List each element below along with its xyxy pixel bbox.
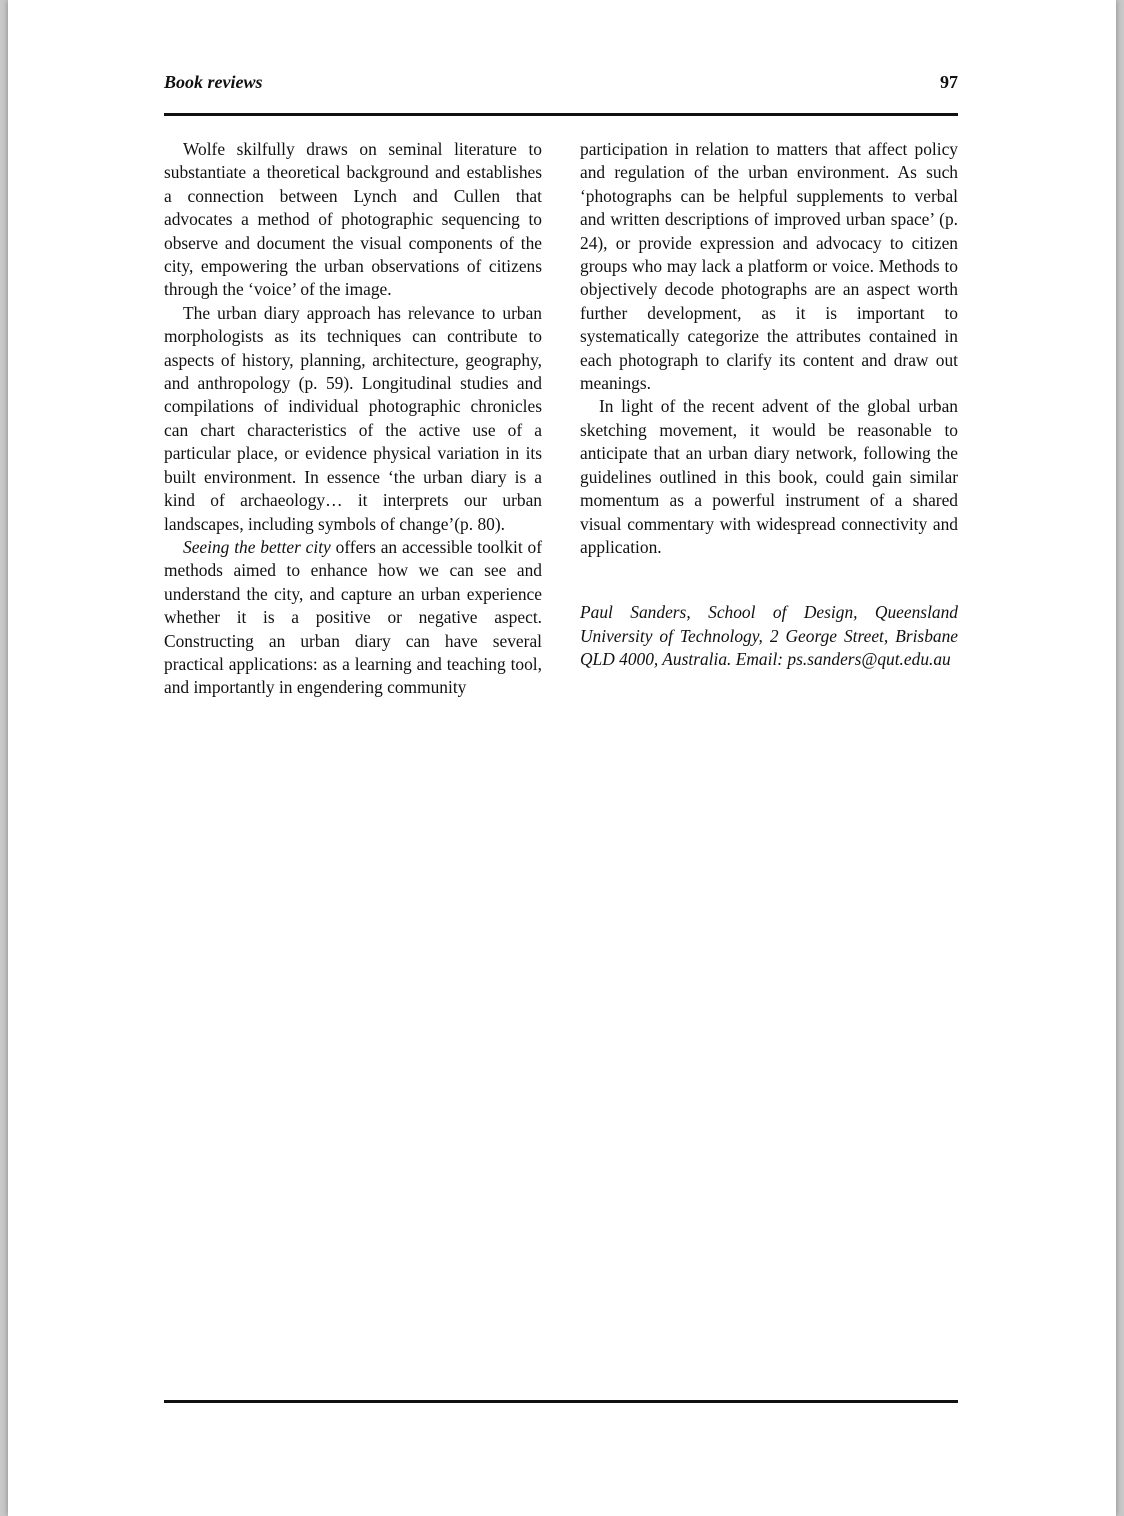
right-paragraph-1: participation in relation to matters that affect policy and regulation of the urban environment. As such ‘photographs can be helpful supplements to verbal and written descriptions of improved urban space’ (p. 24), or provide expression and advocacy to citizen groups who may lack a platform or voice. Methods to objectively decode photographs are an aspect worth further development, as it is important to systematically categorize the attributes contained in each photograph to clarify its content and draw out meanings. bbox=[580, 139, 958, 394]
left-paragraph-3-text: offers an accessible toolkit of methods aimed to enhance how we can see and understand the city, and capture an urban experience whether it is a positive or negative aspect. Constructing an urban diary can have several practical applications: as a learning and teaching tool, and importantly in engendering community bbox=[164, 536, 543, 698]
book-title: Seeing the better city bbox=[183, 536, 331, 557]
footer-rule bbox=[164, 1400, 958, 1403]
right-paragraph-2: In light of the recent advent of the global urban sketching movement, it would be reasonable to anticipate that an urban diary network, following the guidelines outlined in this book, could gain similar momentum as a powerful instrument of a shared visual commentary with widespread connectivity and application. bbox=[580, 396, 958, 557]
document-page bbox=[8, 0, 1116, 1516]
left-paragraph-2: The urban diary approach has relevance to urban morphologists as its techniques can contribute to aspects of history, planning, architecture, geography, and anthropology (p. 59). Longitudinal studies and compilations of individual photographic chronicles can chart characteristics of the active use of a particular place, or evidence physical variation in its built environment. In essence ‘the urban diary is a kind of archaeology… it interprets our urban landscapes, including symbols of change’(p. 80). bbox=[164, 302, 542, 534]
left-paragraph-3 bbox=[164, 536, 542, 700]
reviewer-signature: Paul Sanders, School of Design, Queensland University of Technology, 2 George Street, Brisbane QLD 4000, Australia. Email: ps.sanders@qut.edu.au bbox=[580, 602, 958, 670]
header-rule bbox=[164, 113, 958, 116]
running-title: Book reviews bbox=[164, 72, 263, 92]
running-header bbox=[164, 70, 958, 98]
page-number: 97 bbox=[940, 72, 958, 92]
left-column bbox=[164, 138, 542, 700]
left-paragraph-1: Wolfe skilfully draws on seminal literature to substantiate a theoretical background and establishes a connection between Lynch and Cullen that advocates a method of photographic sequencing to observe and document the visual components of the city, empowering the urban observations of citizens through the ‘voice’ of the image. bbox=[164, 139, 542, 300]
right-column bbox=[580, 138, 958, 672]
